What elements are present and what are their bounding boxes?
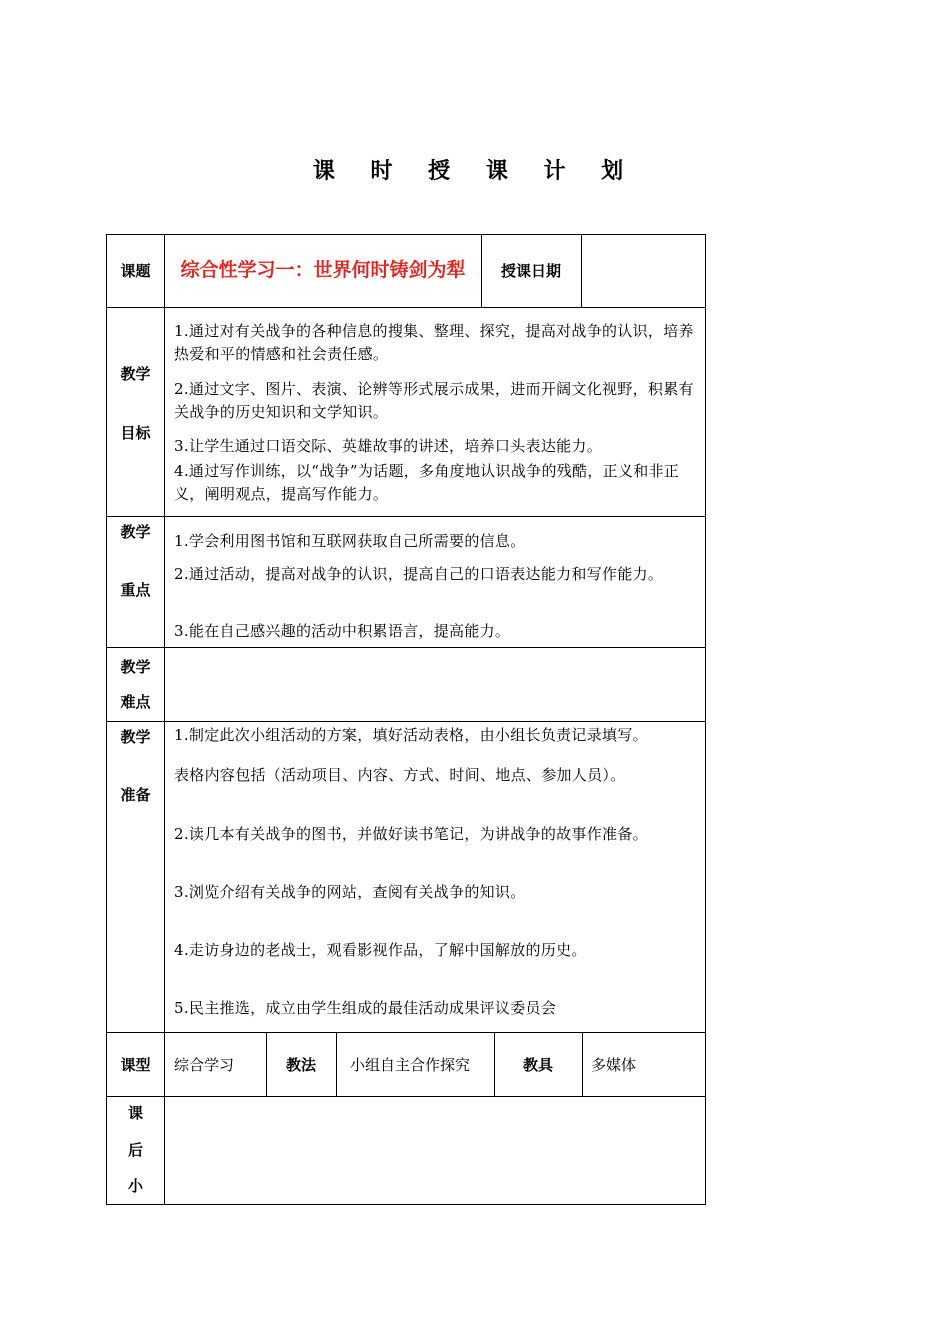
goals-label-line-2: 目标 [120, 424, 151, 442]
summary-label-line-1: 课 [127, 1104, 143, 1122]
difficulty-label-line-1: 教学 [120, 658, 151, 676]
summary-label-line-2: 后 [127, 1141, 143, 1159]
tools-value: 多媒体 [591, 1056, 637, 1074]
lesson-plan-table [106, 234, 706, 1205]
goal-item: 1.通过对有关战争的各种信息的搜集、整理、探究，提高对战争的认识，培养热爱和平的情感和社会责任感。 [174, 322, 694, 363]
topic-label-cell [107, 235, 165, 307]
type-value: 综合学习 [174, 1056, 235, 1074]
goal-item: 2.通过文字、图片、表演、论辨等形式展示成果，进而开阔文化视野，积累有关战争的历史知识和文学知识。 [174, 380, 694, 421]
summary-label-cell [107, 1097, 165, 1204]
page-title: 课 时 授 课 计 划 [312, 159, 638, 184]
row-lesson-type [107, 1032, 705, 1096]
prep-item: 4.走访身边的老战士，观看影视作品，了解中国解放的历史。 [174, 941, 587, 959]
prep-item: 表格内容包括（活动项目、内容、方式、时间、地点、参加人员）。 [174, 766, 626, 784]
prep-label-line-1: 教学 [120, 728, 151, 746]
summary-label-line-3: 小 [127, 1177, 143, 1195]
key-item: 1.学会利用图书馆和互联网获取自己所需要的信息。 [174, 532, 526, 550]
key-label-line-2: 重点 [120, 581, 151, 599]
method-label: 教法 [285, 1056, 316, 1074]
type-label: 课型 [120, 1056, 151, 1074]
row-preparation [107, 721, 705, 1032]
goal-item: 4.通过写作训练，以“战争”为话题，多角度地认识战争的残酷，正义和非正义，阐明观点，提高写作能力。 [174, 462, 680, 503]
summary-content [165, 1097, 705, 1204]
prep-label-line-2: 准备 [120, 786, 151, 804]
key-label-cell [107, 517, 165, 647]
key-item: 3.能在自己感兴趣的活动中积累语言，提高能力。 [174, 622, 511, 640]
row-summary [107, 1096, 705, 1204]
divider [581, 235, 582, 307]
prep-item: 2.读几本有关战争的图书，并做好读书笔记，为讲战争的故事作准备。 [174, 825, 648, 843]
key-label-line-1: 教学 [120, 523, 151, 541]
difficulty-label-line-2: 难点 [120, 693, 151, 711]
goals-label-cell [107, 308, 165, 516]
key-item: 2.通过活动，提高对战争的认识，提高自己的口语表达能力和写作能力。 [174, 565, 664, 583]
key-content [165, 517, 705, 647]
row-goals [107, 307, 705, 516]
method-value: 小组自主合作探究 [350, 1056, 471, 1074]
divider [582, 1033, 583, 1096]
tools-label: 教具 [522, 1056, 553, 1074]
prep-item: 3.浏览介绍有关战争的网站，查阅有关战争的知识。 [174, 883, 526, 901]
divider [336, 1033, 337, 1096]
row-difficulty [107, 647, 705, 721]
prep-label-cell [107, 722, 165, 1032]
type-label-cell [107, 1033, 165, 1096]
goal-item: 3.让学生通过口语交际、英雄故事的讲述，培养口头表达能力。 [174, 437, 603, 455]
prep-item: 5.民主推选，成立由学生组成的最佳活动成果评议委员会 [174, 999, 557, 1017]
topic-label: 课题 [120, 262, 151, 280]
row-topic [107, 235, 705, 307]
row-key-points [107, 516, 705, 647]
difficulty-content [165, 648, 705, 721]
lesson-title: 综合性学习一：世界何时铸剑为犁 [180, 259, 466, 281]
goals-content [165, 308, 705, 516]
goals-label-line-1: 教学 [120, 365, 151, 383]
prep-content [165, 722, 705, 1032]
difficulty-label-cell [107, 648, 165, 721]
date-label: 授课日期 [500, 262, 561, 280]
prep-item: 1.制定此次小组活动的方案，填好活动表格，由小组长负责记录填写。 [174, 726, 648, 744]
